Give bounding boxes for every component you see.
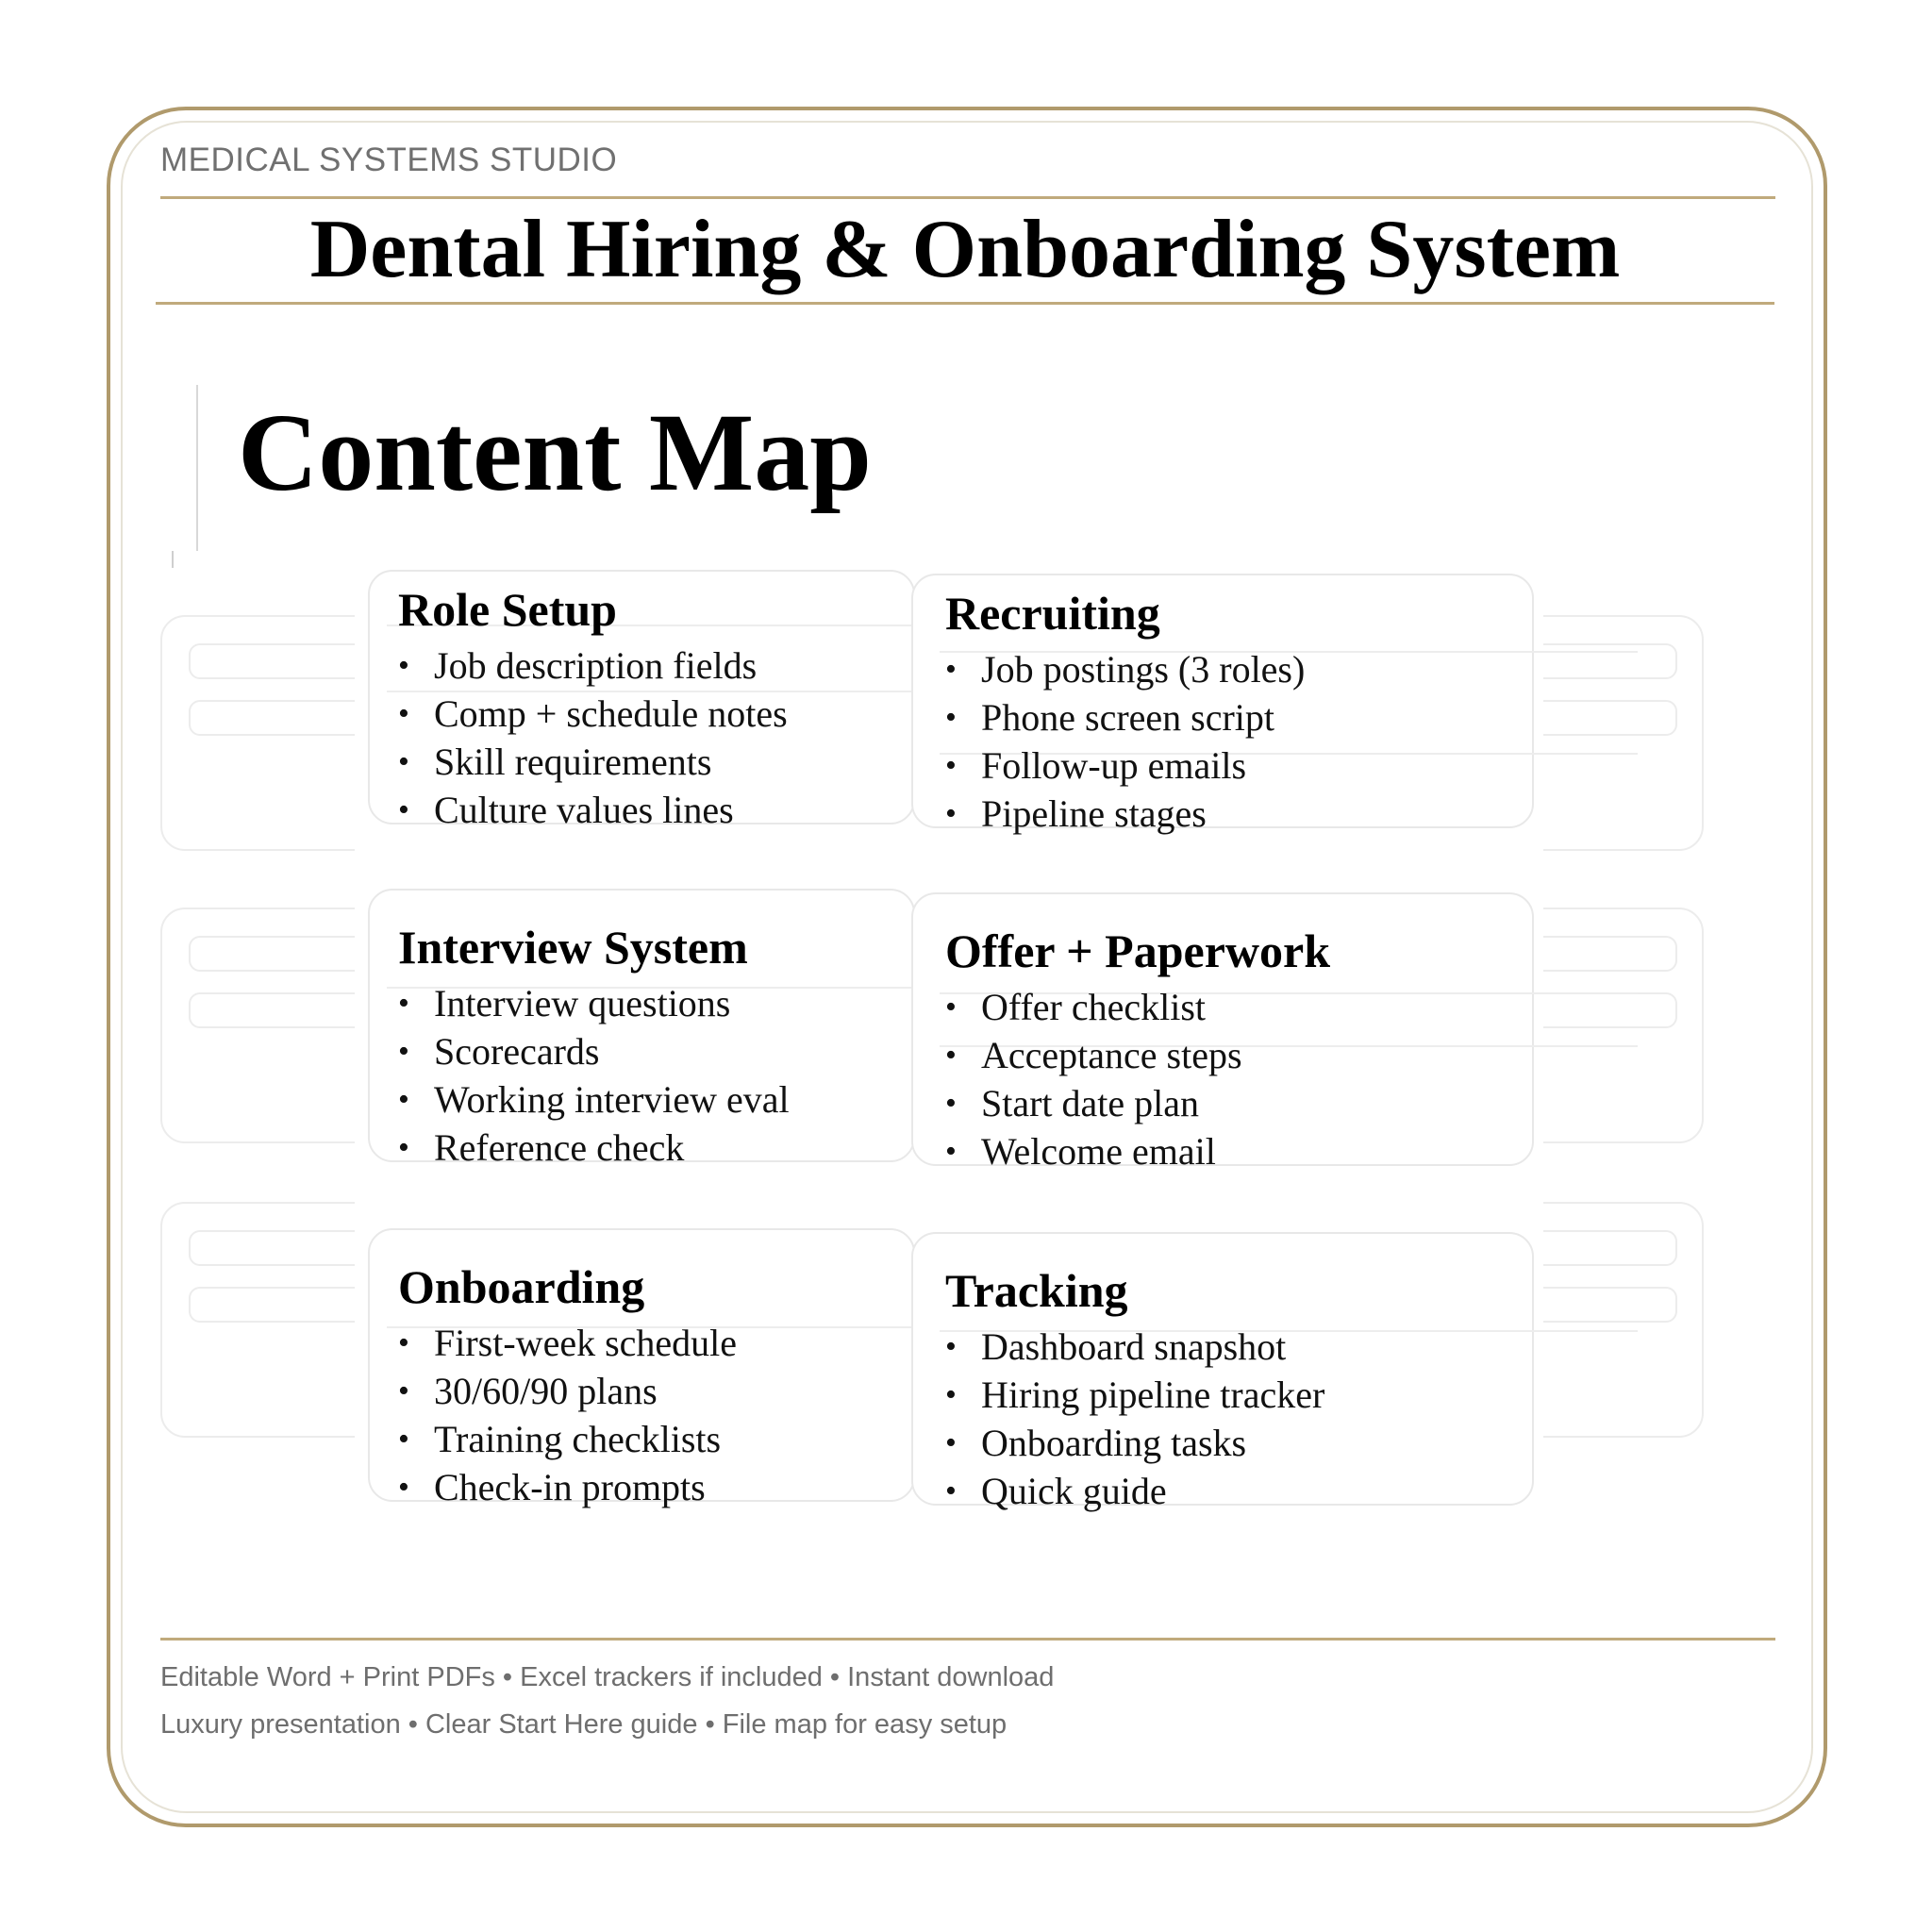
bullet-icon: • bbox=[945, 1086, 957, 1121]
bullet-icon: • bbox=[398, 1422, 409, 1457]
list-item: • Training checklists bbox=[398, 1415, 926, 1463]
block-list bbox=[398, 979, 926, 1172]
background-pill bbox=[189, 643, 377, 679]
block-onboarding bbox=[398, 1258, 926, 1511]
bullet-icon: • bbox=[398, 1082, 409, 1117]
list-item: • Follow-up emails bbox=[945, 741, 1474, 790]
footer-features-line-1: Editable Word + Print PDFs • Excel trackers if included • Instant download bbox=[160, 1662, 1055, 1692]
list-item: • First-week schedule bbox=[398, 1319, 926, 1367]
bullet-icon: • bbox=[398, 792, 409, 827]
background-pill bbox=[189, 1287, 377, 1323]
background-pill bbox=[189, 700, 377, 736]
list-item: • Reference check bbox=[398, 1124, 926, 1172]
background-pill bbox=[189, 992, 377, 1028]
list-item: • Culture values lines bbox=[398, 786, 926, 834]
bullet-icon: • bbox=[398, 986, 409, 1021]
bullet-icon: • bbox=[945, 652, 957, 687]
divider-footer bbox=[160, 1638, 1775, 1641]
section-heading: Content Map bbox=[238, 391, 872, 514]
heading-accent-tick bbox=[172, 551, 174, 568]
divider-title bbox=[156, 302, 1774, 305]
heading-accent-bar bbox=[196, 385, 198, 551]
block-offer-paperwork bbox=[945, 923, 1474, 1175]
bullet-icon: • bbox=[945, 796, 957, 831]
list-item: • 30/60/90 plans bbox=[398, 1367, 926, 1415]
block-list bbox=[945, 1323, 1474, 1515]
block-title: Onboarding bbox=[398, 1260, 645, 1313]
bullet-icon: • bbox=[398, 744, 409, 779]
brand-label: MEDICAL SYSTEMS STUDIO bbox=[160, 142, 618, 178]
list-item: • Interview questions bbox=[398, 979, 926, 1027]
list-item: • Check-in prompts bbox=[398, 1463, 926, 1511]
list-item: • Quick guide bbox=[945, 1467, 1474, 1515]
block-list bbox=[398, 1319, 926, 1511]
bullet-icon: • bbox=[945, 1134, 957, 1169]
list-item: • Comp + schedule notes bbox=[398, 690, 926, 738]
list-item: • Job description fields bbox=[398, 641, 926, 690]
bullet-icon: • bbox=[398, 1034, 409, 1069]
list-item: • Acceptance steps bbox=[945, 1031, 1474, 1079]
page-title: Dental Hiring & Onboarding System bbox=[309, 204, 1621, 295]
bullet-icon: • bbox=[945, 1474, 957, 1508]
bullet-icon: • bbox=[945, 700, 957, 735]
block-list bbox=[945, 645, 1474, 838]
block-list bbox=[945, 983, 1474, 1175]
block-list bbox=[398, 641, 926, 834]
block-role-setup bbox=[398, 581, 926, 834]
list-item: • Welcome email bbox=[945, 1127, 1474, 1175]
list-item: • Start date plan bbox=[945, 1079, 1474, 1127]
block-title: Recruiting bbox=[945, 587, 1160, 640]
background-pill bbox=[189, 1230, 377, 1266]
bullet-icon: • bbox=[945, 990, 957, 1024]
block-tracking bbox=[945, 1262, 1474, 1515]
bullet-icon: • bbox=[398, 1325, 409, 1360]
block-interview-system bbox=[398, 919, 926, 1172]
list-item: • Phone screen script bbox=[945, 693, 1474, 741]
list-item: • Skill requirements bbox=[398, 738, 926, 786]
list-item: • Pipeline stages bbox=[945, 790, 1474, 838]
list-item: • Working interview eval bbox=[398, 1075, 926, 1124]
block-title: Offer + Paperwork bbox=[945, 924, 1331, 977]
background-pill bbox=[189, 936, 377, 972]
bullet-icon: • bbox=[945, 1425, 957, 1460]
block-recruiting bbox=[945, 585, 1474, 838]
bullet-icon: • bbox=[398, 1470, 409, 1505]
list-item: • Job postings (3 roles) bbox=[945, 645, 1474, 693]
block-title: Tracking bbox=[945, 1264, 1128, 1317]
bullet-icon: • bbox=[945, 1377, 957, 1412]
bullet-icon: • bbox=[398, 1374, 409, 1408]
bullet-icon: • bbox=[398, 1130, 409, 1165]
list-item: • Scorecards bbox=[398, 1027, 926, 1075]
block-title: Interview System bbox=[398, 921, 748, 974]
bullet-icon: • bbox=[398, 648, 409, 683]
bullet-icon: • bbox=[945, 748, 957, 783]
list-item: • Offer checklist bbox=[945, 983, 1474, 1031]
bullet-icon: • bbox=[945, 1329, 957, 1364]
block-title: Role Setup bbox=[398, 583, 617, 636]
list-item: • Onboarding tasks bbox=[945, 1419, 1474, 1467]
bullet-icon: • bbox=[945, 1038, 957, 1073]
list-item: • Dashboard snapshot bbox=[945, 1323, 1474, 1371]
list-item: • Hiring pipeline tracker bbox=[945, 1371, 1474, 1419]
footer-features-line-2: Luxury presentation • Clear Start Here guide • File map for easy setup bbox=[160, 1709, 1008, 1740]
bullet-icon: • bbox=[398, 696, 409, 731]
